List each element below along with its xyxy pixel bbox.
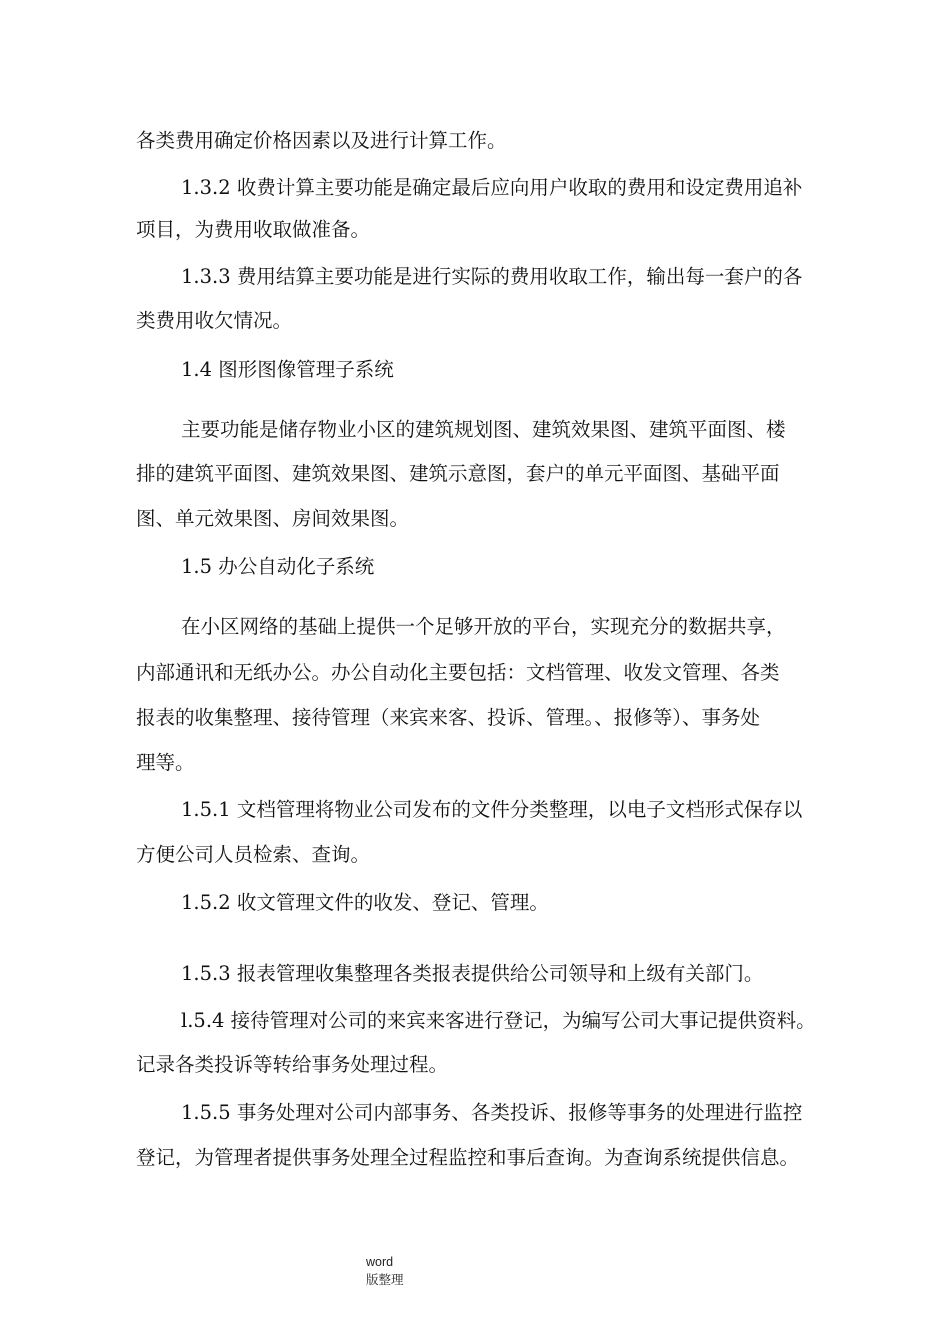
text-line-17: 1.5.2 收文管理文件的收发、登记、管理。	[181, 891, 549, 914]
text-line-4: 1.3.3 费用结算主要功能是进行实际的费用收取工作，输出每一套户的各	[181, 265, 803, 288]
text-line-5: 类费用收欠情况。	[136, 309, 293, 332]
section-heading-1-4: 1.4 图形图像管理子系统	[181, 358, 394, 381]
text-line-21: 1.5.5 事务处理对公司内部事务、各类投诉、报修等事务的处理进行监控	[181, 1101, 803, 1124]
text-line-2: 1.3.2 收费计算主要功能是确定最后应向用户收取的费用和设定费用追补	[181, 176, 803, 199]
text-line-15: 1.5.1 文档管理将物业公司发布的文件分类整理，以电子文档形式保存以	[181, 798, 803, 821]
text-line-11: 在小区网络的基础上提供一个足够开放的平台，实现充分的数据共享，	[181, 615, 786, 638]
footer-version-note: 版整理	[366, 1273, 404, 1287]
text-line-18: 1.5.3 报表管理收集整理各类报表提供给公司领导和上级有关部门。	[181, 962, 764, 985]
text-line-1: 各类费用确定价格因素以及进行计算工作。	[136, 129, 507, 152]
text-line-3: 项目，为费用收取做准备。	[136, 218, 371, 241]
text-line-19: l.5.4 接待管理对公司的来宾来客进行登记，为编写公司大事记提供资料。	[181, 1009, 816, 1032]
section-heading-1-5: 1.5 办公自动化子系统	[181, 555, 375, 578]
text-line-8: 排的建筑平面图、建筑效果图、建筑示意图，套户的单元平面图、基础平面	[136, 462, 780, 485]
footer-word: word	[366, 1255, 394, 1269]
text-line-22: 登记，为管理者提供事务处理全过程监控和事后查询。为查询系统提供信息。	[136, 1146, 800, 1169]
text-line-14: 理等。	[136, 751, 195, 774]
text-line-20: 记录各类投诉等转给事务处理过程。	[136, 1053, 449, 1076]
text-line-13: 报表的收集整理、接待管理（来宾来客、投诉、管理。、报修等）、事务处	[136, 706, 761, 729]
text-line-7: 主要功能是储存物业小区的建筑规划图、建筑效果图、建筑平面图、楼	[181, 418, 786, 441]
text-line-16: 方便公司人员检索、查询。	[136, 843, 371, 866]
text-line-9: 图、单元效果图、房间效果图。	[136, 507, 410, 530]
text-line-12: 内部通讯和无纸办公。办公自动化主要包括：文档管理、收发文管理、各类	[136, 661, 780, 684]
